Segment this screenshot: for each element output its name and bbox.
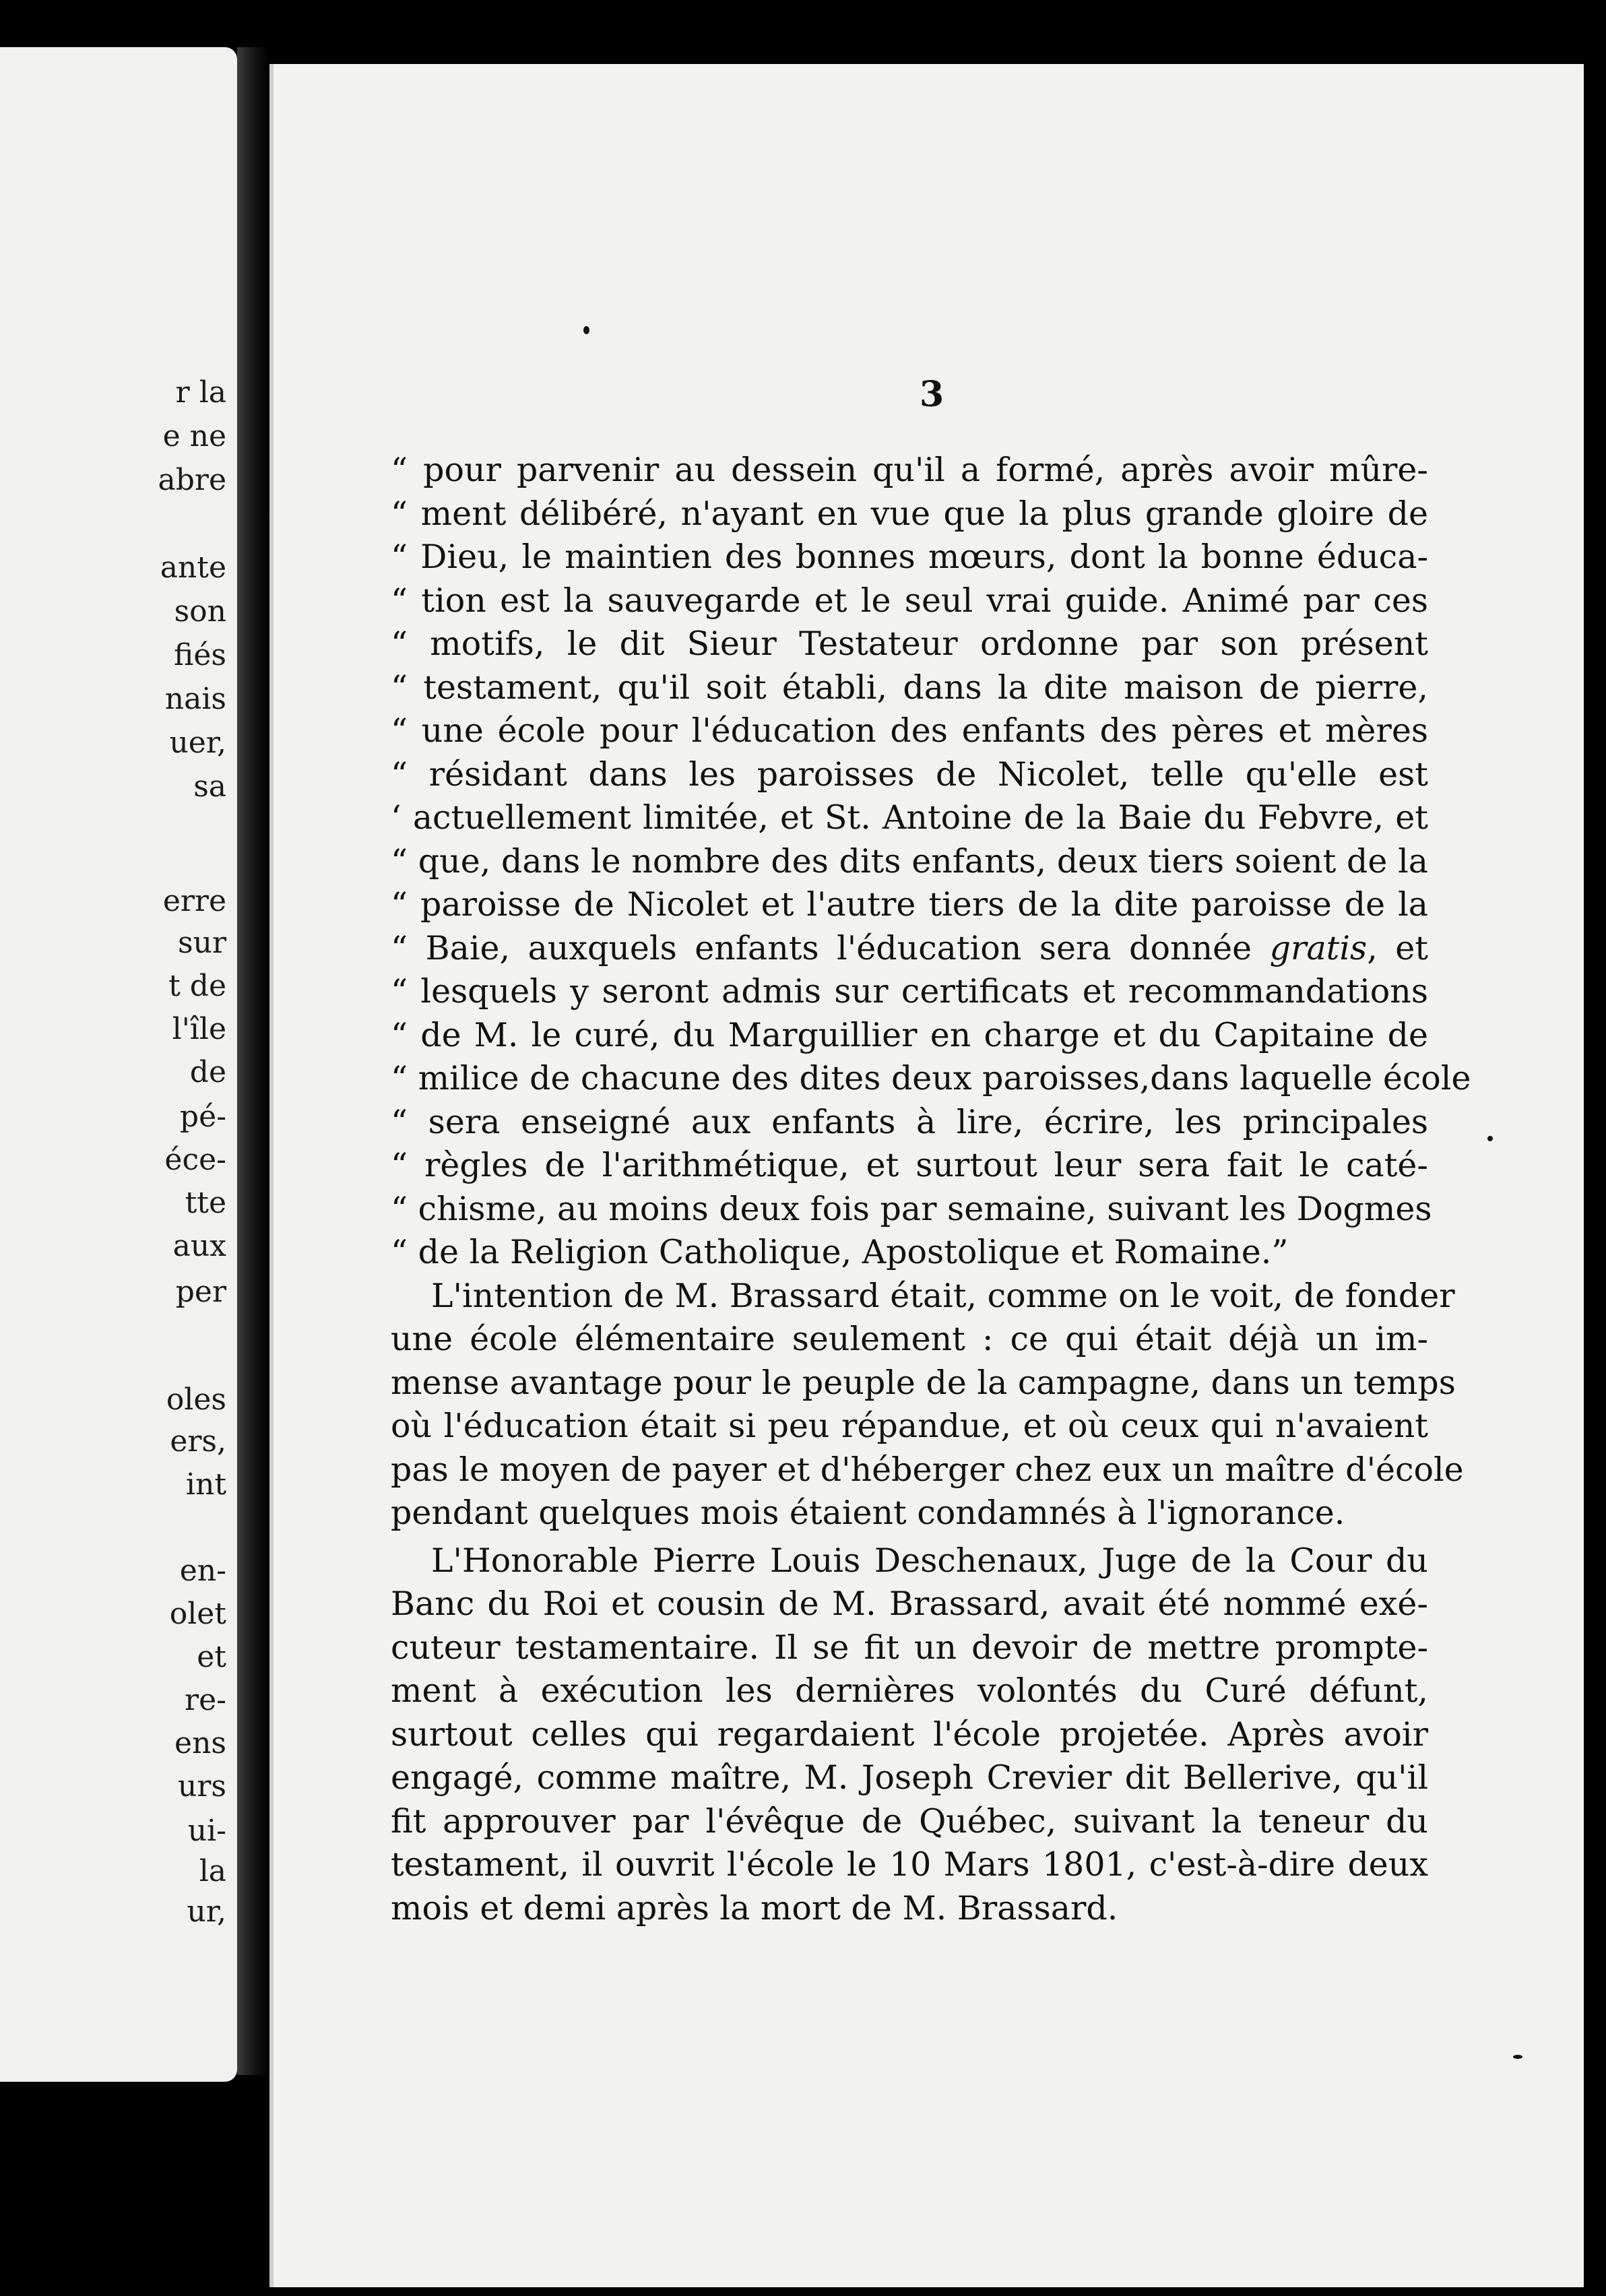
left-page-fragment: per (175, 1275, 226, 1309)
text-line: “ motifs, le dit Sieur Testateur ordonne par son présent (391, 625, 1428, 663)
text-line: “ sera enseigné aux enfants à lire, écrire, les principales (391, 1102, 1428, 1141)
text-line: “ règles de l'arithmétique, et surtout leur sera fait le caté- (391, 1146, 1428, 1184)
book-gutter (237, 47, 269, 2075)
text-line: “ une école pour l'éducation des enfants des pères et mères (391, 711, 1428, 750)
left-page-fragment: r la (175, 375, 226, 410)
page-number: 3 (920, 374, 944, 415)
left-page-fragment: abre (158, 463, 226, 497)
left-page-fragment: uer, (169, 726, 226, 760)
dust-speck (1513, 2055, 1522, 2059)
left-page-fragment: int (185, 1467, 226, 1502)
left-page-fragment: éce- (164, 1143, 226, 1177)
text-line: “ résidant dans les paroisses de Nicolet, telle qu'elle est (391, 755, 1428, 794)
text-line: Banc du Roi et cousin de M. Brassard, avait été nommé exé- (391, 1585, 1428, 1623)
left-page-fragment: re- (185, 1683, 226, 1717)
left-page-fragment: tte (185, 1186, 226, 1220)
text-line: testament, il ouvrit l'école le 10 Mars 1801, c'est-à-dire deux (391, 1845, 1428, 1884)
text-line: ‘ actuellement limitée, et St. Antoine de la Baie du Febvre, et (391, 798, 1428, 837)
text-line: “ milice de chacune des dites deux paroisses,dans laquelle école (391, 1059, 1471, 1097)
text-line: “ testament, qu'il soit établi, dans la dite maison de pierre, (391, 668, 1428, 707)
text-line: “ paroisse de Nicolet et l'autre tiers de la dite paroisse de la (391, 885, 1428, 924)
left-page-fragment: fiés (174, 638, 226, 672)
dust-speck (583, 326, 589, 334)
left-page-fragment: nais (164, 682, 226, 716)
left-page-fragment: e ne (162, 419, 226, 453)
left-page-fragment: ui- (187, 1814, 226, 1848)
text-line: pendant quelques mois étaient condamnés à l'ignorance. (391, 1494, 1345, 1532)
text-line: “ lesquels y seront admis sur certificats et recommandations (391, 972, 1428, 1011)
left-page-fragment: urs (178, 1769, 226, 1804)
text-line: “ tion est la sauvegarde et le seul vrai guide. Animé par ces (391, 581, 1428, 620)
left-page-fragment: sa (193, 769, 226, 804)
dust-speck (1487, 1136, 1493, 1141)
left-page-fragment: sur (178, 926, 226, 960)
text-line: “ que, dans le nombre des dits enfants, deux tiers soient de la (391, 841, 1428, 881)
text-line: mois et demi après la mort de M. Brassard. (391, 1888, 1118, 1927)
text-line: pas le moyen de payer et d'héberger chez eux un maître d'école (391, 1450, 1464, 1489)
text-line: fit approuver par l'évêque de Québec, suivant la teneur du (391, 1801, 1428, 1841)
text-line: “ Dieu, le maintien des bonnes mœurs, dont la bonne éduca- (391, 538, 1428, 576)
text-line: L'intention de M. Brassard était, comme on le voit, de fonder (431, 1276, 1455, 1315)
left-page-fragment: ur, (187, 1894, 226, 1929)
left-page-fragment: ante (160, 550, 226, 585)
left-page-fragment: de (189, 1055, 226, 1089)
text-line: ment à exécution les dernières volontés du Curé défunt, (391, 1671, 1428, 1710)
left-page-fragment: olet (169, 1597, 226, 1631)
text-line: “ ment délibéré, n'ayant en vue que la plus grande gloire de (391, 494, 1428, 533)
body-text (391, 449, 1471, 1930)
left-page-fragment: l'île (172, 1012, 226, 1046)
left-page-fragment: ers, (170, 1424, 226, 1459)
left-page-fragment: en- (179, 1554, 226, 1588)
text-line: “ pour parvenir au dessein qu'il a formé, après avoir mûre- (391, 451, 1428, 489)
text-line: “ de M. le curé, du Marguillier en charge et du Capitaine de (391, 1015, 1428, 1054)
text-line: où l'éducation était si peu répandue, et où ceux qui n'avaient (391, 1407, 1428, 1445)
left-page-fragment: t de (168, 969, 226, 1003)
left-page-fragment: la (199, 1854, 226, 1888)
left-page (0, 47, 237, 2082)
text-line: une école élémentaire seulement : ce qui était déjà un im- (391, 1320, 1428, 1358)
text-line: mense avantage pour le peuple de la campagne, dans un temps (391, 1363, 1456, 1402)
left-page-fragment: et (197, 1640, 226, 1674)
left-page-fragment: son (174, 594, 226, 629)
text-line: L'Honorable Pierre Louis Deschenaux, Juge de la Cour du (431, 1541, 1428, 1580)
left-page-fragment: erre (162, 884, 226, 918)
left-page-fragment: pé- (179, 1099, 226, 1134)
text-line: surtout celles qui regardaient l'école projetée. Après avoir (391, 1715, 1428, 1754)
text-line: cuteur testamentaire. Il se fit un devoir de mettre prompte- (391, 1628, 1428, 1667)
text-line: “ Baie, auxquels enfants l'éducation sera donnée gratis, et (391, 928, 1428, 967)
text-line: engagé, comme maître, M. Joseph Crevier dit Bellerive, qu'il (391, 1758, 1428, 1797)
left-page-fragment: ens (174, 1726, 226, 1760)
text-line: “ chisme, au moins deux fois par semaine, suivant les Dogmes (391, 1189, 1432, 1228)
left-page-fragment: oles (166, 1382, 226, 1417)
left-page-fragment: aux (172, 1229, 226, 1263)
text-line: “ de la Religion Catholique, Apostolique et Romaine.” (391, 1233, 1289, 1271)
